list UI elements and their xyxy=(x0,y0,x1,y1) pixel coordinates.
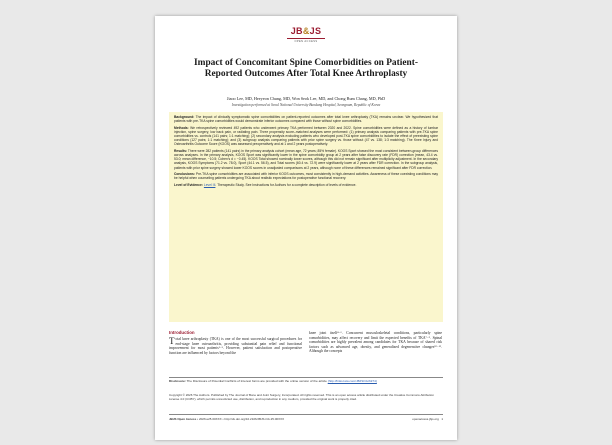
background-text: The impact of clinically symptomatic spine comorbidities on patient-reported outcomes after total knee arthroplasty (TKA) remains unclear. We hypothesized that patients with pre-TKA spine comorbidities would demonstrate inferior outcomes compared with those without spine comorbidities. xyxy=(174,115,438,124)
intro-text-right: knee joint itself⁴⁻⁶. Concurrent musculoskeletal conditions, particularly spine comorbidities, may affect recovery and limit the expected benefits of TKA⁷⁻⁹. Spinal comorbidities are highly prevalent among candidates for TKA because of shared risk factors such as advanced age, obesity, and generalized degenerative changes¹⁰⁻¹². Although the concepts xyxy=(309,331,442,354)
abstract-methods xyxy=(174,126,438,147)
article-title: Impact of Concomitant Spine Comorbidities on Patient-Reported Outcomes After Total Knee Arthroplasty xyxy=(194,58,418,79)
footnote-divider xyxy=(169,377,443,378)
footer-citation xyxy=(169,417,284,421)
disclosure-text: The Disclosure of Potential Conflicts of Interest forms are provided with the online version of the article xyxy=(186,379,327,383)
footer-doi: • 2026:e25.00XXX • http://dx.doi.org/10.2106/JBJS.OA.25.00XXX xyxy=(196,417,285,421)
loe-text: . Therapeutic Study. See Instructions for Authors for a complete description of levels of evidence. xyxy=(215,182,357,187)
methods-text: We retrospectively reviewed 492 patients who underwent primary TKA performed between 2020 and 2022. Spine comorbidities were defined as a history of lumbar injection, spine surgery, low back pain, or radiating pain. Three propensity score–matched analyses were performed: (1) primary analysis comparing patients with pre-TKA spine comorbidities vs. controls (141 pairs; 1:1 matching); (2) secondary analysis excluding patients who developed post-TKA spine comorbidities to isolate the effect of preexisting spine conditions (127 pairs; 1:1 matching); and (3) subgroup analysis comparing patients with prior spine surgery vs. those without (47 vs. 138; 1:3 matching). The Knee Injury and Osteoarthritis Outcome Score (KOOS) was assessed preoperatively and at 1 and 2 years postoperatively. xyxy=(174,125,438,147)
disclosure-heading: Disclosure: xyxy=(169,379,186,383)
page-footer xyxy=(169,417,443,421)
disclosure-link[interactable]: (http://links.lww.com/JBJSOA/A974) xyxy=(327,379,377,383)
background-heading: Background: xyxy=(174,115,195,119)
footer-right xyxy=(412,417,443,421)
page-number: 1 xyxy=(441,417,443,421)
loe-heading: Level of Evidence: xyxy=(174,182,203,187)
abstract-results xyxy=(174,149,438,170)
abstract-level-of-evidence xyxy=(174,183,438,187)
body-column-left xyxy=(169,331,302,355)
results-text: There were 282 patients (141 pairs) in the primary analysis cohort (mean age, 72 years; 85% female). KOOS Sport showed the most consistent between-group differences across analyses. In the primary analysis, KOOS Sport was significantly lower in the spine comorbidity group at 2 years after false discovery rate (FDR) correction (mean, 43.4 vs. 53.0; mean difference, −10.5; Cohen's d = −0.45). KOOS Total showed nominally lower scores, although this did not remain significant after multiplicity adjustment. In the secondary analysis, KOOS Symptoms (71.2 vs. 78.0), Sport (44.1 vs. 56.5), and Total scores (60.4 vs. 72.9) were significantly lower at 2 years after FDR correction. In the subgroup analysis, patients with prior spine surgery showed lower KOOS scores in unadjusted comparisons at 2 years, although none of these differences remained significant after FDR correction. xyxy=(174,148,439,170)
introduction-heading: Introduction xyxy=(169,330,195,335)
logo-left: JB xyxy=(290,26,303,36)
body-column-right xyxy=(309,331,442,354)
footer-divider xyxy=(169,414,443,415)
conclusions-heading: Conclusions: xyxy=(174,172,195,177)
abstract-box xyxy=(169,112,443,322)
abstract-conclusions xyxy=(174,172,438,180)
article-authors: Jiaoo Lee, MD, Heeyeon Chung, MD, Won Seok Lee, MD, and Chong Bum Chang, MD, PhD xyxy=(226,96,386,101)
logo-right: JS xyxy=(309,26,322,36)
article-page xyxy=(155,16,457,440)
journal-logo xyxy=(155,26,457,36)
conclusions-text: Pre-TKA spine comorbidities are associated with inferior KOOS outcomes, most consistently in high-demand activities. Awareness of these coexisting conditions may be helpful when counseling patients undergoing TKA about realistic expectations for postoperative functional recovery. xyxy=(174,172,438,181)
disclosure-note xyxy=(169,380,443,384)
article-affiliation: Investigation performed at Seoul National University Bundang Hospital, Seongnam, Republic of Korea xyxy=(231,103,381,107)
drop-cap: T xyxy=(169,335,175,346)
intro-text-left: otal knee arthroplasty (TKA) is one of the most successful surgical procedures for end-stage knee osteoarthritis, providing substantial pain relief and functional improvement for most patients¹⁻³. However, patient satisfaction and postoperative function are influenced by factors beyond the xyxy=(169,337,302,355)
methods-heading: Methods: xyxy=(174,125,189,130)
logo-divider xyxy=(287,38,325,39)
abstract-background xyxy=(174,115,438,123)
results-heading: Results: xyxy=(174,148,188,153)
copyright-note: Copyright © 2026 The Authors. Published by The Journal of Bone and Joint Surgery, Incorporated. All rights reserved. This is an open access article distributed under the Creative Commons Attribution License 4.0 (CCBY), which permits unrestricted use, distribution, and reproduction in any medium, provided the original work is properly cited. xyxy=(169,393,434,401)
footer-site: openaccess.jbjs.org xyxy=(412,417,439,421)
open-access-label: OPEN ACCESS xyxy=(294,40,318,43)
logo-ampersand: & xyxy=(302,26,310,36)
loe-link[interactable]: Level III xyxy=(203,182,216,187)
footer-journal: JBJS Open Access xyxy=(169,417,197,421)
